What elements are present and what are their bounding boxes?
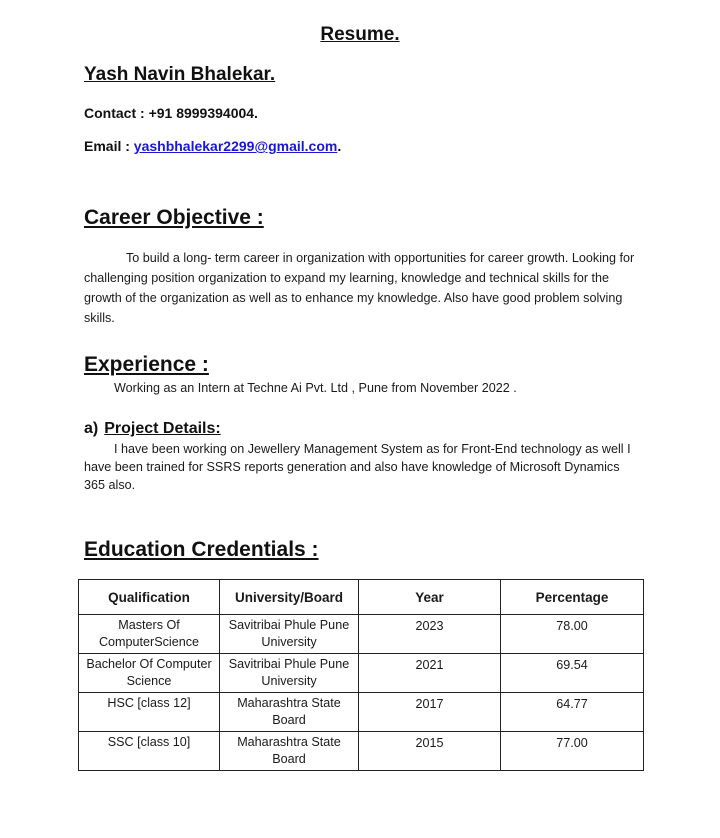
project-details-body: I have been working on Jewellery Management System as for Front-End technology as well I have been trained for SSRS reports generation and also have knowledge of Microsoft Dynamics 365 also. (84, 442, 631, 492)
contact-email-line (84, 138, 341, 154)
email-link[interactable]: yashbhalekar2299@gmail.com (133, 138, 338, 154)
phone-number: +91 8999394004. (148, 105, 258, 121)
cell-board: Maharashtra State Board (220, 693, 359, 732)
cell-qualification: SSC [class 10] (79, 732, 220, 771)
project-heading-label: Project Details: (104, 420, 221, 437)
cell-qualification: Masters Of ComputerScience (79, 615, 220, 654)
cell-board: Maharashtra State Board (220, 732, 359, 771)
column-header-year: Year (359, 580, 501, 615)
email-suffix: . (337, 138, 342, 154)
experience-text: Working as an Intern at Techne Ai Pvt. Ltd , Pune from November 2022 . (114, 381, 517, 395)
cell-year: 2021 (359, 654, 501, 693)
cell-year: 2015 (359, 732, 501, 771)
project-details-text (84, 440, 644, 494)
cell-year: 2017 (359, 693, 501, 732)
document-title: Resume. (320, 24, 400, 45)
contact-phone-line (84, 105, 258, 121)
cell-percentage: 78.00 (501, 615, 644, 654)
table-row (79, 732, 644, 771)
cell-percentage: 69.54 (501, 654, 644, 693)
column-header-board: University/Board (220, 580, 359, 615)
cell-qualification: Bachelor Of Computer Science (79, 654, 220, 693)
cell-percentage: 64.77 (501, 693, 644, 732)
cell-percentage: 77.00 (501, 732, 644, 771)
career-objective-body: To build a long- term career in organization with opportunities for career growth. Looking for challenging position organization to expand my learning, knowledge and technical skills for the growth of the organization as well as to enhance my knowledge. Also have good problem solving skills. (84, 251, 635, 325)
project-details-heading (84, 420, 221, 438)
experience-heading: Experience : (84, 353, 209, 376)
career-objective-text (84, 248, 644, 328)
column-header-percentage: Percentage (501, 580, 644, 615)
education-heading: Education Credentials : (84, 538, 319, 561)
cell-board: Savitribai Phule Pune University (220, 654, 359, 693)
education-table (78, 579, 644, 771)
email-label: Email : (84, 138, 134, 154)
project-prefix: a) (84, 420, 99, 437)
table-row (79, 693, 644, 732)
phone-label: Contact : (84, 105, 149, 121)
cell-qualification: HSC [class 12] (79, 693, 220, 732)
table-header-row (79, 580, 644, 615)
table-row (79, 654, 644, 693)
candidate-name: Yash Navin Bhalekar. (84, 64, 276, 85)
column-header-qualification: Qualification (79, 580, 220, 615)
table-row (79, 615, 644, 654)
cell-board: Savitribai Phule Pune University (220, 615, 359, 654)
cell-year: 2023 (359, 615, 501, 654)
career-objective-heading: Career Objective : (84, 206, 264, 229)
